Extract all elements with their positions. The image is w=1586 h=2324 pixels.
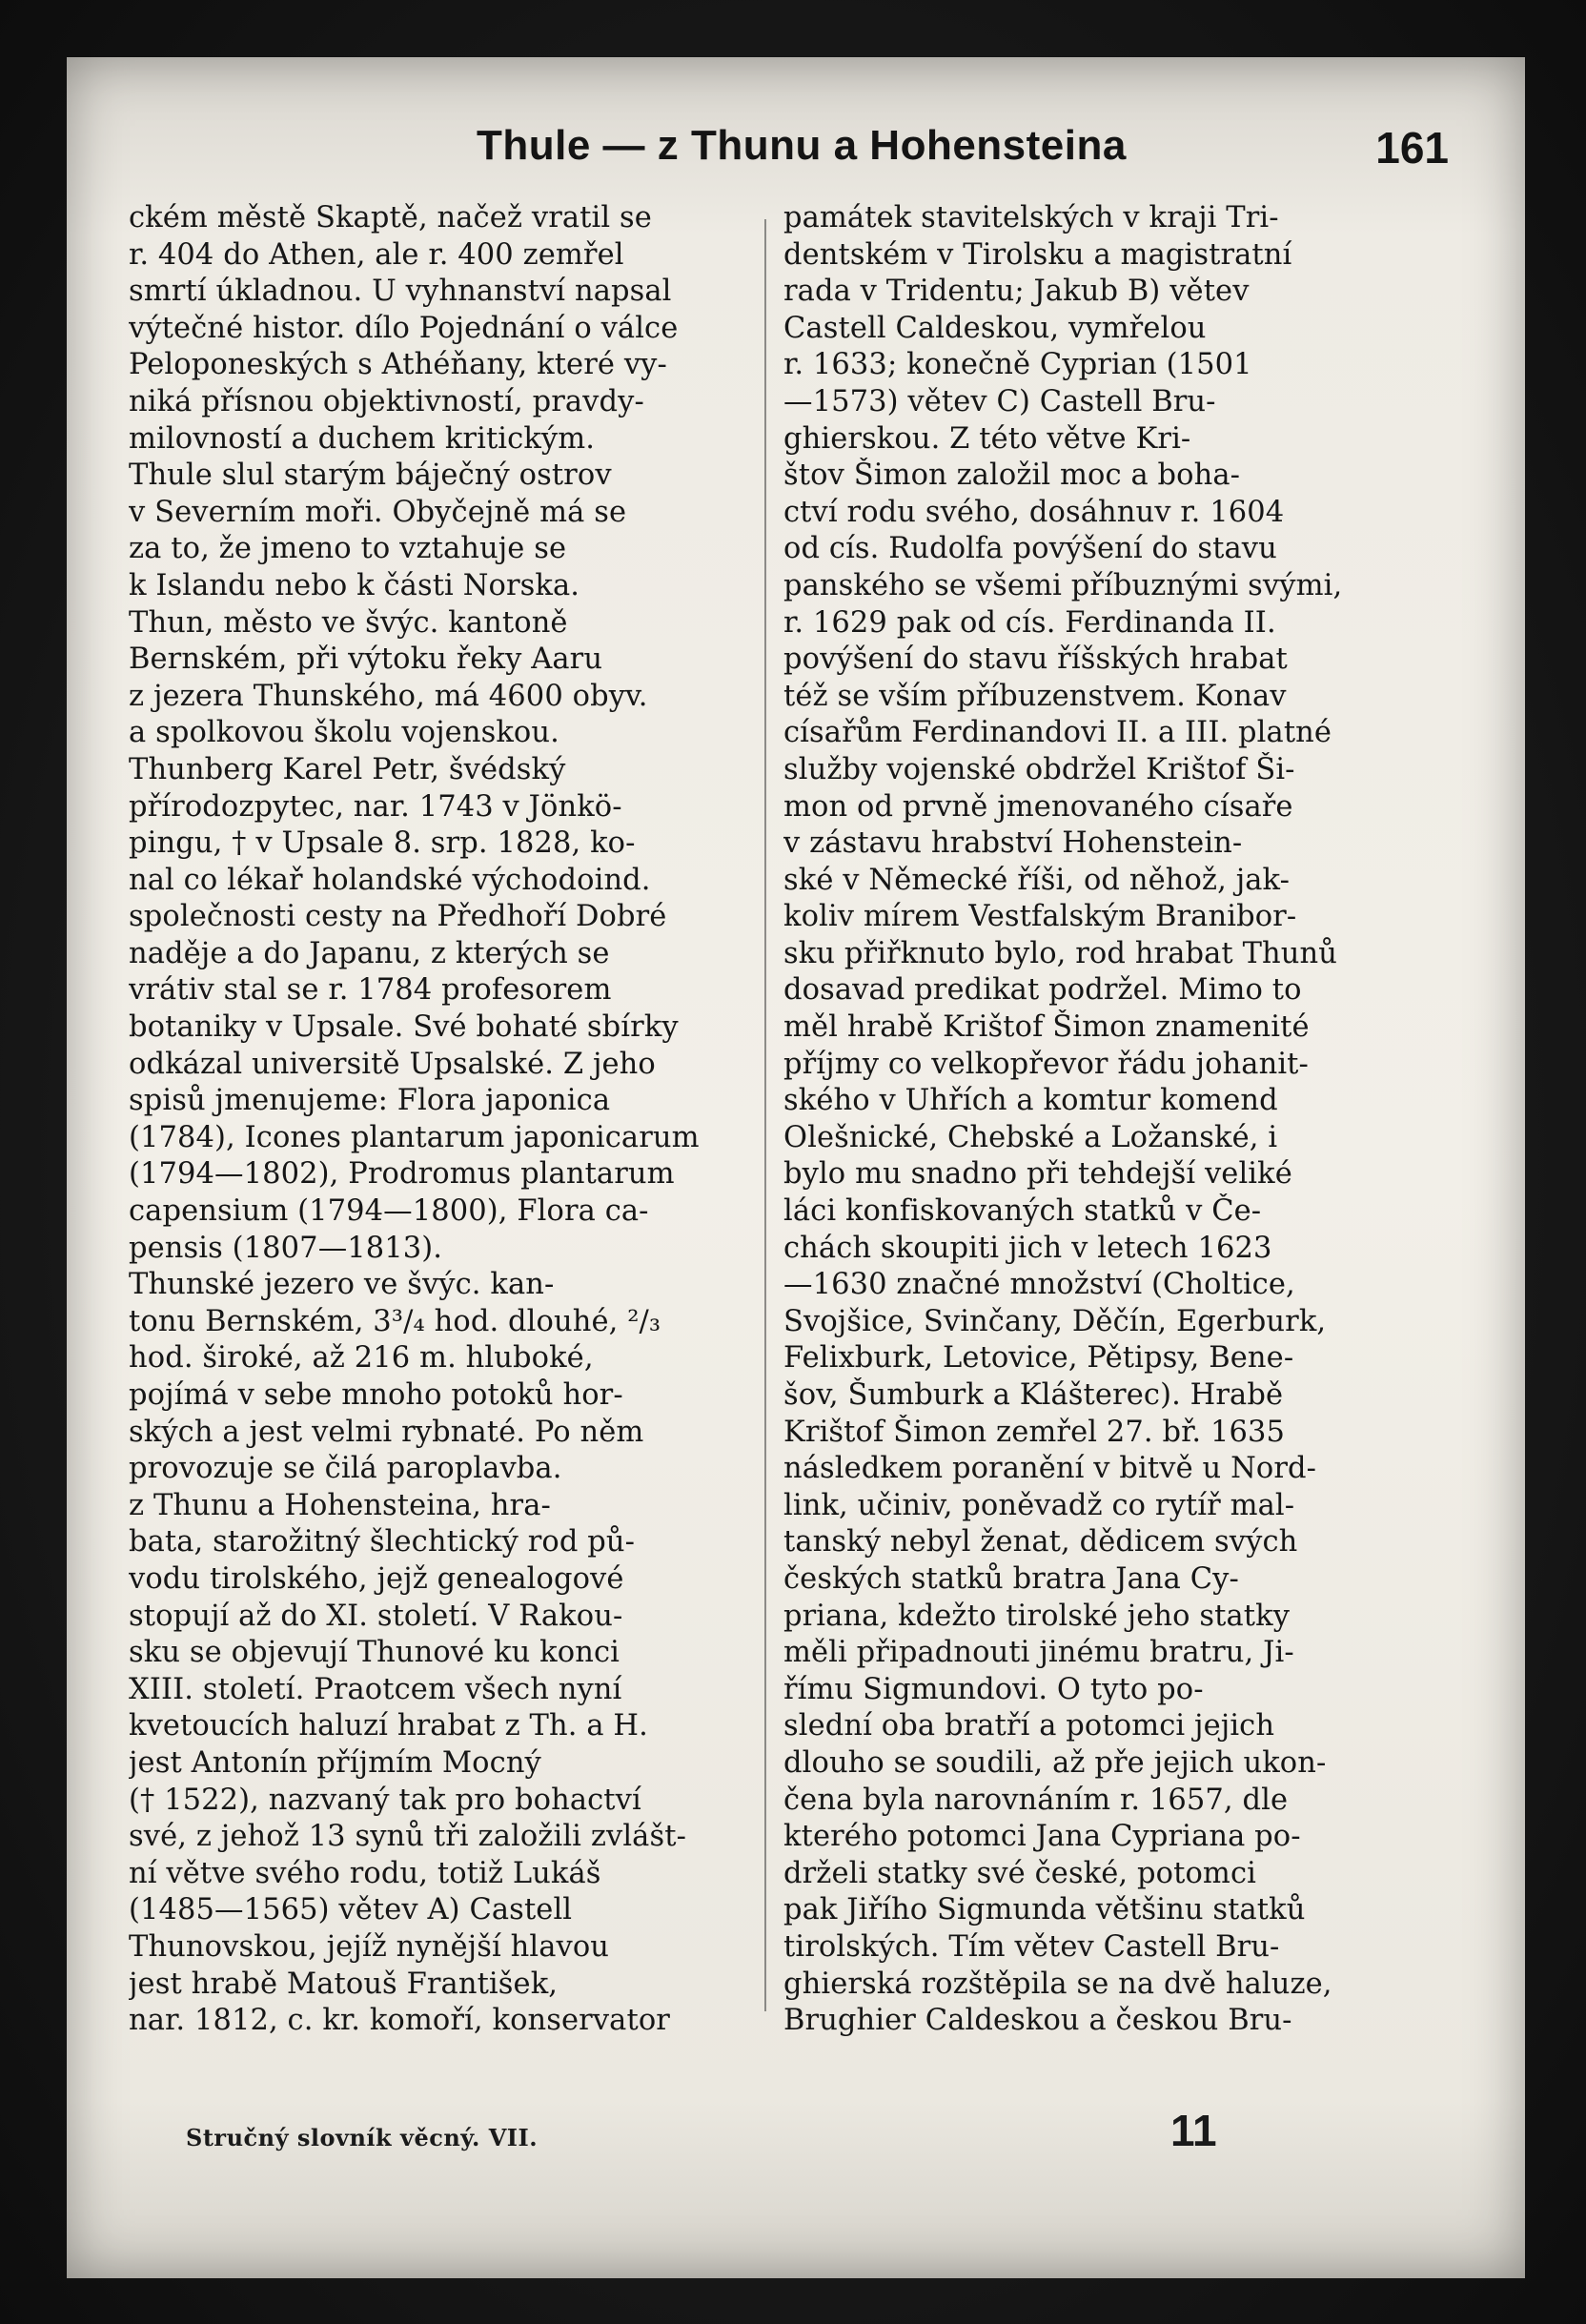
text-line: Brughier Caldeskou a českou Bru- [783, 2004, 1292, 2038]
footer-signature: Stručný slovník věcný. VII. [186, 2124, 539, 2151]
text-line: drželi statky své české, potomci [783, 1856, 1256, 1890]
text-line: bata, starožitný šlechtický rod pů- [129, 1525, 636, 1560]
left-column [129, 200, 801, 2040]
text-line: Castell Caldeskou, vymřelou [783, 311, 1207, 345]
text-line: k Islandu nebo k části Norska. [129, 568, 580, 602]
text-line: slední oba bratří a potomci jejich [783, 1709, 1275, 1743]
text-line: niká přísnou objektivností, pravdy- [129, 384, 644, 418]
text-line: měli připadnouti jinému bratru, Ji- [783, 1636, 1294, 1670]
text-line: Felixburk, Letovice, Pětipsy, Bene- [783, 1341, 1294, 1376]
sheet-number: 11 [1170, 2106, 1217, 2155]
text-line: následkem poranění v bitvě u Nord- [783, 1452, 1317, 1486]
text-line: (1784), Icones plantarum japonicarum [129, 1120, 700, 1154]
text-line: kvetoucích haluzí hrabat z Th. a H. [129, 1709, 648, 1743]
text-line: milovností a duchem kritickým. [129, 421, 596, 456]
text-line: v zástavu hrabství Hohenstein- [783, 826, 1243, 861]
text-line: šov, Šumburk a Klášterec). Hrabě [783, 1378, 1284, 1412]
text-line: Thunovskou, jejíž nynější hlavou [129, 1929, 610, 1964]
text-line: ghierskou. Z této větve Kri- [783, 421, 1191, 456]
text-line: Krištof Šimon zemřel 27. bř. 1635 [783, 1415, 1286, 1449]
right-column [783, 200, 1441, 2040]
text-line: Thun, město ve švýc. kantoně [129, 605, 568, 640]
text-line: tirolských. Tím větev Castell Bru- [783, 1929, 1280, 1964]
text-line: spisů jmenujeme: Flora japonica [129, 1084, 611, 1118]
text-line: stopují až do XI. století. V Rakou- [129, 1599, 623, 1633]
text-line: botaniky v Upsale. Své bohaté sbírky [129, 1010, 679, 1045]
text-line: společnosti cesty na Předhoří Dobré [129, 900, 667, 934]
text-line: dosavad predikat podržel. Mimo to [783, 973, 1302, 1008]
text-line: a spolkovou školu vojenskou. [129, 716, 559, 750]
text-line: dentském v Tirolsku a magistratní [783, 237, 1292, 272]
text-line: českých statků bratra Jana Cy- [783, 1561, 1239, 1596]
text-line: rada v Tridentu; Jakub B) větev [783, 275, 1250, 309]
text-line: jest hrabě Matouš František, [129, 1967, 559, 2001]
text-line: r. 1629 pak od cís. Ferdinanda II. [783, 605, 1276, 640]
header-title: Thule — z Thunu a Hohensteina [477, 122, 1127, 169]
text-line: ckém městě Skaptě, načež vratil se [129, 201, 652, 234]
text-line: povýšení do stavu říšských hrabat [783, 642, 1288, 677]
text-line: tonu Bernském, 3³/₄ hod. dlouhé, ²/₃ [129, 1304, 661, 1338]
text-line: r. 404 do Athen, ale r. 400 zemřel [129, 237, 624, 272]
text-line: ctví rodu svého, dosáhnuv r. 1604 [783, 495, 1285, 529]
text-line: Olešnické, Chebské a Ložanské, i [783, 1120, 1278, 1154]
text-line: († 1522), nazvaný tak pro bohactví [129, 1783, 641, 1817]
text-line: Thunské jezero ve švýc. kan- [129, 1268, 555, 1302]
text-line: hod. široké, až 216 m. hluboké, [129, 1341, 594, 1376]
text-line: sku přiřknuto bylo, rod hrabat Thunů [783, 936, 1337, 970]
text-line: kterého potomci Jana Cypriana po- [783, 1820, 1301, 1854]
text-line: pensis (1807—1813). [129, 1231, 443, 1265]
text-line: čena byla narovnáním r. 1657, dle [783, 1783, 1289, 1817]
text-line: capensium (1794—1800), Flora ca- [129, 1194, 649, 1229]
text-line: pojímá v sebe mnoho potoků hor- [129, 1378, 623, 1412]
text-line: císařům Ferdinandovi II. a III. platné [783, 716, 1332, 750]
text-line: od cís. Rudolfa povýšení do stavu [783, 532, 1277, 566]
text-line: tanský nebyl ženat, dědicem svých [783, 1525, 1298, 1560]
text-line: provozuje se čilá paroplavba. [129, 1452, 562, 1486]
text-line: Thule slul starým báječný ostrov [129, 459, 612, 493]
text-line: z Thunu a Hohensteina, hra- [129, 1488, 551, 1522]
text-line: smrtí úkladnou. U vyhnanství napsal [129, 275, 672, 309]
text-line: nar. 1812, c. kr. komoří, konservator [129, 2004, 670, 2038]
text-line: nal co lékař holandské východoind. [129, 863, 651, 897]
text-line: Bernském, při výtoku řeky Aaru [129, 642, 603, 677]
text-line: ské v Německé říši, od něhož, jak- [783, 863, 1290, 897]
text-line: ského v Uhřích a komtur komend [783, 1084, 1278, 1118]
text-line: výtečné histor. dílo Pojednání o válce [129, 311, 679, 345]
text-line: vodu tirolského, jejž genealogové [129, 1561, 624, 1596]
text-line: měl hrabě Krištof Šimon znamenité [783, 1010, 1310, 1045]
text-line: sku se objevují Thunové ku konci [129, 1636, 620, 1670]
text-line: bylo mu snadno při tehdejší veliké [783, 1157, 1292, 1192]
text-line: —1630 značné množství (Choltice, [783, 1268, 1295, 1302]
text-line: římu Sigmundovi. O tyto po- [783, 1672, 1204, 1706]
text-line: link, učiniv, poněvadž co rytíř mal- [783, 1488, 1295, 1522]
text-line: jest Antonín příjmím Mocný [129, 1745, 541, 1780]
text-line: za to, že jmeno to vztahuje se [129, 532, 567, 566]
text-line: panského se všemi příbuznými svými, [783, 568, 1343, 602]
text-line: dlouho se soudili, až pře jejich ukon- [783, 1745, 1327, 1780]
text-line: Peloponeských s Athéňany, které vy- [129, 348, 667, 382]
page-number: 161 [1375, 123, 1449, 173]
text-line: ghierská rozštěpila se na dvě haluze, [783, 1967, 1332, 2001]
text-line: štov Šimon založil moc a boha- [783, 459, 1241, 493]
text-line: přírodozpytec, nar. 1743 v Jönkö- [129, 789, 622, 824]
text-line: chách skoupiti jich v letech 1623 [783, 1231, 1272, 1265]
text-line: vrátiv stal se r. 1784 profesorem [129, 973, 612, 1008]
text-line: XIII. století. Praotcem všech nyní [129, 1672, 622, 1706]
text-line: (1794—1802), Prodromus plantarum [129, 1157, 675, 1192]
column-divider [764, 219, 766, 2011]
text-line: též se vším příbuzenstvem. Konav [783, 679, 1287, 713]
text-line: památek stavitelských v kraji Tri- [783, 201, 1279, 234]
text-line: služby vojenské obdržel Krištof Ši- [783, 752, 1295, 786]
running-header [410, 112, 1458, 198]
text-line: (1485—1565) větev A) Castell [129, 1893, 573, 1927]
text-line: láci konfiskovaných statků v Če- [783, 1194, 1262, 1229]
text-line: své, z jehož 13 synů tři založili zvlášt- [129, 1820, 686, 1854]
text-line: naděje a do Japanu, z kterých se [129, 936, 610, 970]
text-line: Svojšice, Svinčany, Děčín, Egerburk, [783, 1304, 1327, 1338]
text-line: příjmy co velkopřevor řádu johanit- [783, 1047, 1309, 1081]
text-line: z jezera Thunského, má 4600 obyv. [129, 679, 648, 713]
text-line: mon od prvně jmenovaného císaře [783, 789, 1293, 824]
text-line: odkázal universitě Upsalské. Z jeho [129, 1047, 656, 1081]
text-line: priana, kdežto tirolské jeho statky [783, 1599, 1291, 1633]
text-line: pingu, † v Upsale 8. srp. 1828, ko- [129, 826, 636, 861]
text-line: pak Jiřího Sigmunda většinu statků [783, 1893, 1306, 1927]
book-page [67, 57, 1525, 2278]
text-line: ských a jest velmi rybnaté. Po něm [129, 1415, 644, 1449]
text-line: —1573) větev C) Castell Bru- [783, 384, 1216, 418]
text-line: koliv mírem Vestfalským Branibor- [783, 900, 1297, 934]
text-line: Thunberg Karel Petr, švédský [129, 752, 566, 786]
text-line: ní větve svého rodu, totiž Lukáš [129, 1856, 601, 1890]
text-line: v Severním moři. Obyčejně má se [129, 495, 627, 529]
text-line: r. 1633; konečně Cyprian (1501 [783, 348, 1252, 382]
